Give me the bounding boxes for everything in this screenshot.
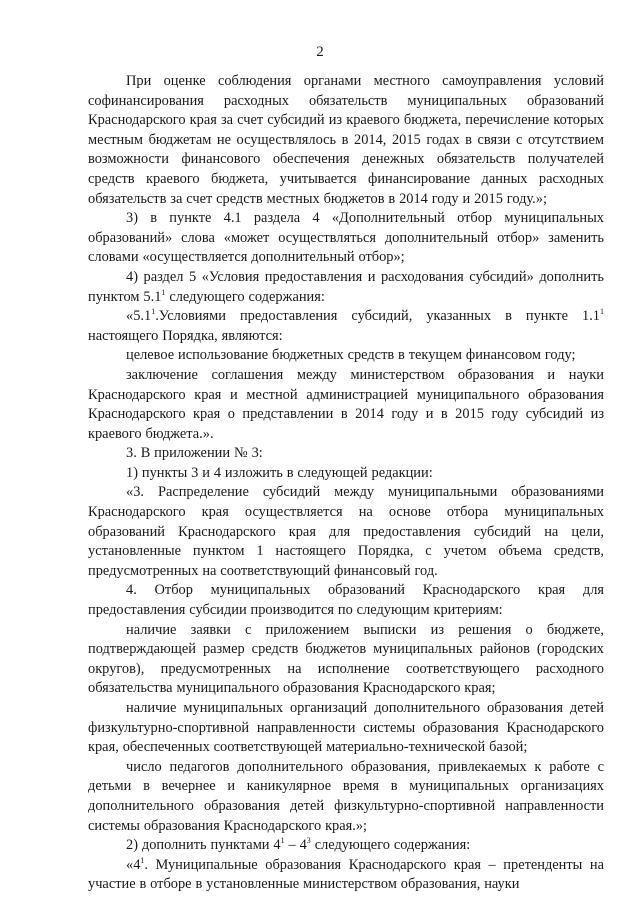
paragraph-text: 4. Отбор муниципальных образований Краснодарского края для предоставления субсидии производится по следующим критериям:: [88, 582, 604, 619]
paragraph-condition-2: [88, 366, 604, 444]
paragraph-distribution: [88, 483, 604, 581]
paragraph-add-items: [88, 836, 604, 856]
superscript: 1: [151, 307, 156, 317]
paragraph-text: . Муниципальные образования Краснодарского края – претенденты на участие в отборе в установленные министерством образования, науки: [88, 856, 604, 893]
paragraph-text: При оценке соблюдения органами местного самоуправления условий софинансирования расходных обязательств муниципальных образований Краснодарского края за счет субсидий из краевого бюджета, перечисление которых местным бюджетам не осуществлялось в 2014, 2015 годах в связи с отсутствием возможности финансового обеспечения денежных обязательств получателей средств краевого бюджета, учитывается финансирование данных расходных обязательств за счет средств местных бюджетов в 2014 году и 2015 году.»;: [88, 73, 604, 207]
paragraph-text: 3) в пункте 4.1 раздела 4 «Дополнительный отбор муниципальных образований» слова «может осуществляться дополнительный отбор» заменить словами «осуществляется дополнительный отбор»;: [88, 210, 604, 266]
superscript: 1: [161, 287, 166, 297]
paragraph-item-4-1: [88, 856, 604, 895]
paragraph-text: следующего содержания:: [310, 837, 471, 854]
paragraph-cofinancing: [88, 72, 604, 209]
paragraph-item-4: [88, 268, 604, 307]
paragraph-text: следующего содержания:: [165, 288, 325, 305]
paragraph-text: 2) дополнить пунктами 4: [126, 837, 281, 854]
paragraph-text: «3. Распределение субсидий между муниципальными образованиями Краснодарского края осуществляется на основе отбора муниципальных образований Краснодарского края для предоставления субсидий на цели, установленные пунктом 1 настоящего Порядка, с учетом объема средств, предусмотренных на соответствующий финансовый год.: [88, 484, 604, 579]
paragraph-text: 4) раздел 5 «Условия предоставления и расходования субсидий» дополнить пунктом 5.1: [88, 268, 604, 305]
paragraph-criterion-2: [88, 699, 604, 758]
paragraph-text: «5.1: [126, 308, 152, 325]
superscript: 1: [140, 855, 145, 865]
paragraph-text: 1) пункты 3 и 4 изложить в следующей редакции:: [126, 464, 433, 481]
paragraph-items-3-4: [88, 464, 604, 484]
paragraph-text: наличие муниципальных организаций дополнительного образования детей физкультурно-спортивной направленности системы образования Краснодарского края, обеспеченных соответствующей материально-технической базой;: [88, 700, 604, 756]
paragraph-5-1-1: [88, 307, 604, 346]
paragraph-text: «4: [126, 856, 141, 873]
paragraph-text: настоящего Порядка, являются:: [88, 327, 283, 344]
paragraph-criterion-3: [88, 758, 604, 836]
superscript: 1: [600, 307, 604, 317]
paragraph-criterion-1: [88, 621, 604, 699]
paragraph-text: наличие заявки с приложением выписки из решения о бюджете, подтверждающей размер средств бюджетов муниципальных районов (городских округов), предусмотренных на исполнение соответствующего расходного обязательства муниципального образования Краснодарского края;: [88, 621, 604, 697]
superscript: 1: [280, 836, 285, 846]
page-number: 2: [316, 44, 324, 60]
paragraph-text: – 4: [284, 837, 307, 854]
paragraph-text: .Условиями предоставления субсидий, указанных в пункте 1.1: [155, 308, 600, 325]
paragraph-condition-1: [88, 346, 604, 366]
paragraph-selection: [88, 581, 604, 620]
paragraph-text: заключение соглашения между министерством образования и науки Краснодарского края и местной администрацией муниципального образования Краснодарского края о представлении в 2014 году и в 2015 году субсидий из краевого бюджета.».: [88, 366, 604, 442]
paragraph-item-3: [88, 209, 604, 268]
paragraph-text: число педагогов дополнительного образования, привлекаемых к работе с детьми в вечернее и каникулярное время в муниципальных организациях дополнительного образования детей физкультурно-спортивной направленности системы образования Краснодарского края.»;: [88, 758, 604, 834]
document-body: [88, 72, 604, 895]
superscript: 3: [306, 836, 311, 846]
paragraph-text: 3. В приложении № 3:: [126, 445, 263, 462]
paragraph-text: целевое использование бюджетных средств в текущем финансовом году;: [126, 347, 576, 364]
paragraph-appendix-3: [88, 444, 604, 464]
